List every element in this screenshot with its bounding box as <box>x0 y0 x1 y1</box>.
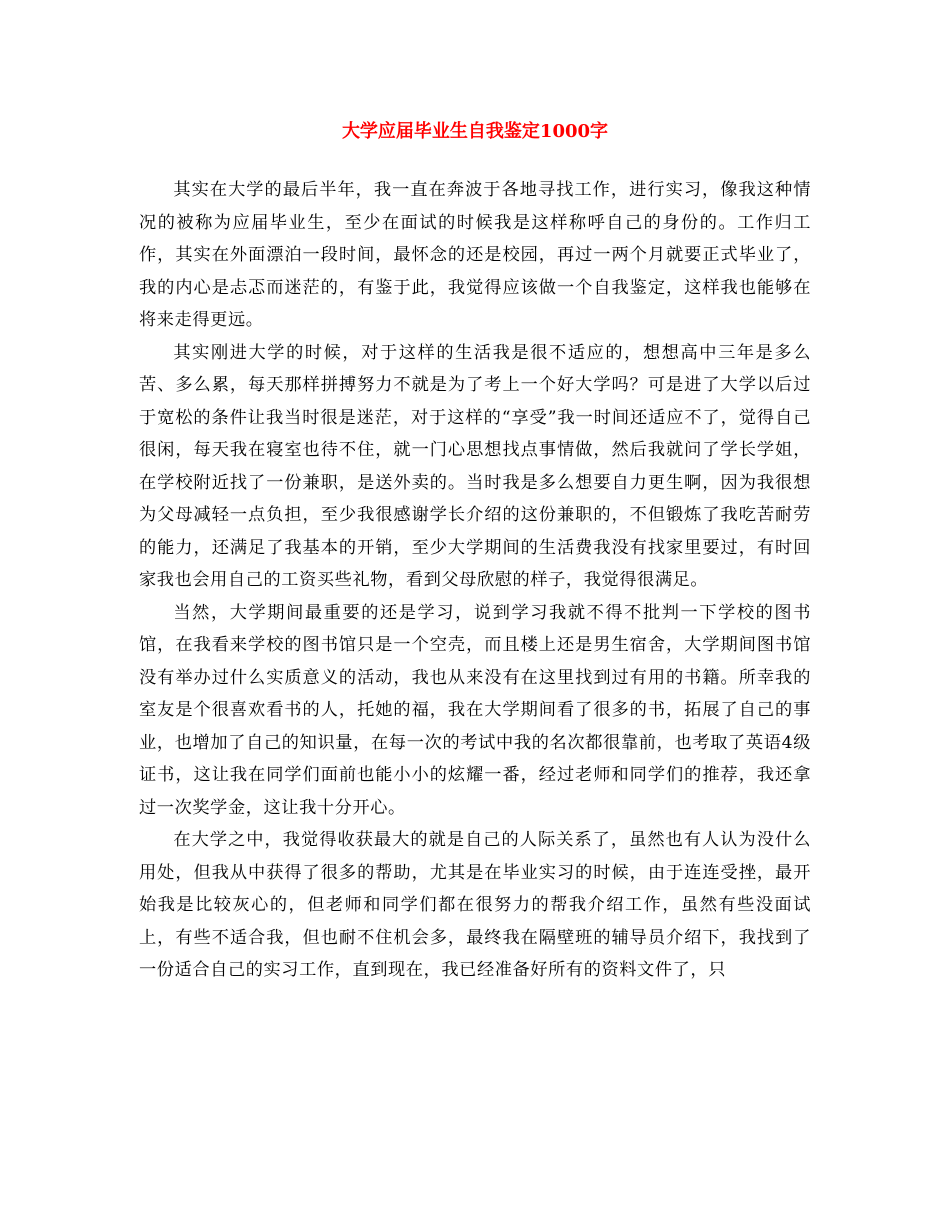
paragraph-1: 其实在大学的最后半年，我一直在奔波于各地寻找工作，进行实习，像我这种情况的被称为应届毕业生，至少在面试的时候我是这样称呼自己的身份的。工作归工作，其实在外面漂泊一段时间，最怀念的还是校园，再过一两个月就要正式毕业了，我的内心是忐忑而迷茫的，有鉴于此，我觉得应该做一个自我鉴定，这样我也能够在将来走得更远。 <box>139 180 811 330</box>
document-body <box>139 174 811 987</box>
paragraph-3: 当然，大学期间最重要的还是学习，说到学习我就不得不批判一下学校的图书馆，在我看来学校的图书馆只是一个空壳，而且楼上还是男生宿舍，大学期间图书馆没有举办过什么实质意义的活动，我也从来没有在这里找到过有用的书籍。所幸我的室友是个很喜欢看书的人，托她的福，我在大学期间看了很多的书，拓展了自己的事业，也增加了自己的知识量，在每一次的考试中我的名次都很靠前，也考取了英语4级证书，这让我在同学们面前也能小小的炫耀一番，经过老师和同学们的推荐，我还拿过一次奖学金，这让我十分开心。 <box>139 602 811 818</box>
paragraph-4: 在大学之中，我觉得收获最大的就是自己的人际关系了，虽然也有人认为没什么用处，但我从中获得了很多的帮助，尤其是在毕业实习的时候，由于连连受挫，最开始我是比较灰心的，但老师和同学们都在很努力的帮我介绍工作，虽然有些没面试上，有些不适合我，但也耐不住机会多，最终我在隔壁班的辅导员介绍下，我找到了一份适合自己的实习工作，直到现在，我已经准备好所有的资料文件了，只 <box>139 830 811 980</box>
document-title: 大学应届毕业生自我鉴定1000字 <box>341 121 609 142</box>
paragraph-2: 其实刚进大学的时候，对于这样的生活我是很不适应的，想想高中三年是多么苦、多么累，每天那样拼搏努力不就是为了考上一个好大学吗？可是进了大学以后过于宽松的条件让我当时很是迷茫，对于这样的“享受”我一时间还适应不了，觉得自己很闲，每天我在寝室也待不住，就一门心思想找点事情做，然后我就问了学长学姐，在学校附近找了一份兼职，是送外卖的。当时我是多么想要自力更生啊，因为我很想为父母减轻一点负担，至少我很感谢学长介绍的这份兼职的，不但锻炼了我吃苦耐劳的能力，还满足了我基本的开销，至少大学期间的生活费我没有找家里要过，有时回家我也会用自己的工资买些礼物，看到父母欣慰的样子，我觉得很满足。 <box>139 342 811 590</box>
